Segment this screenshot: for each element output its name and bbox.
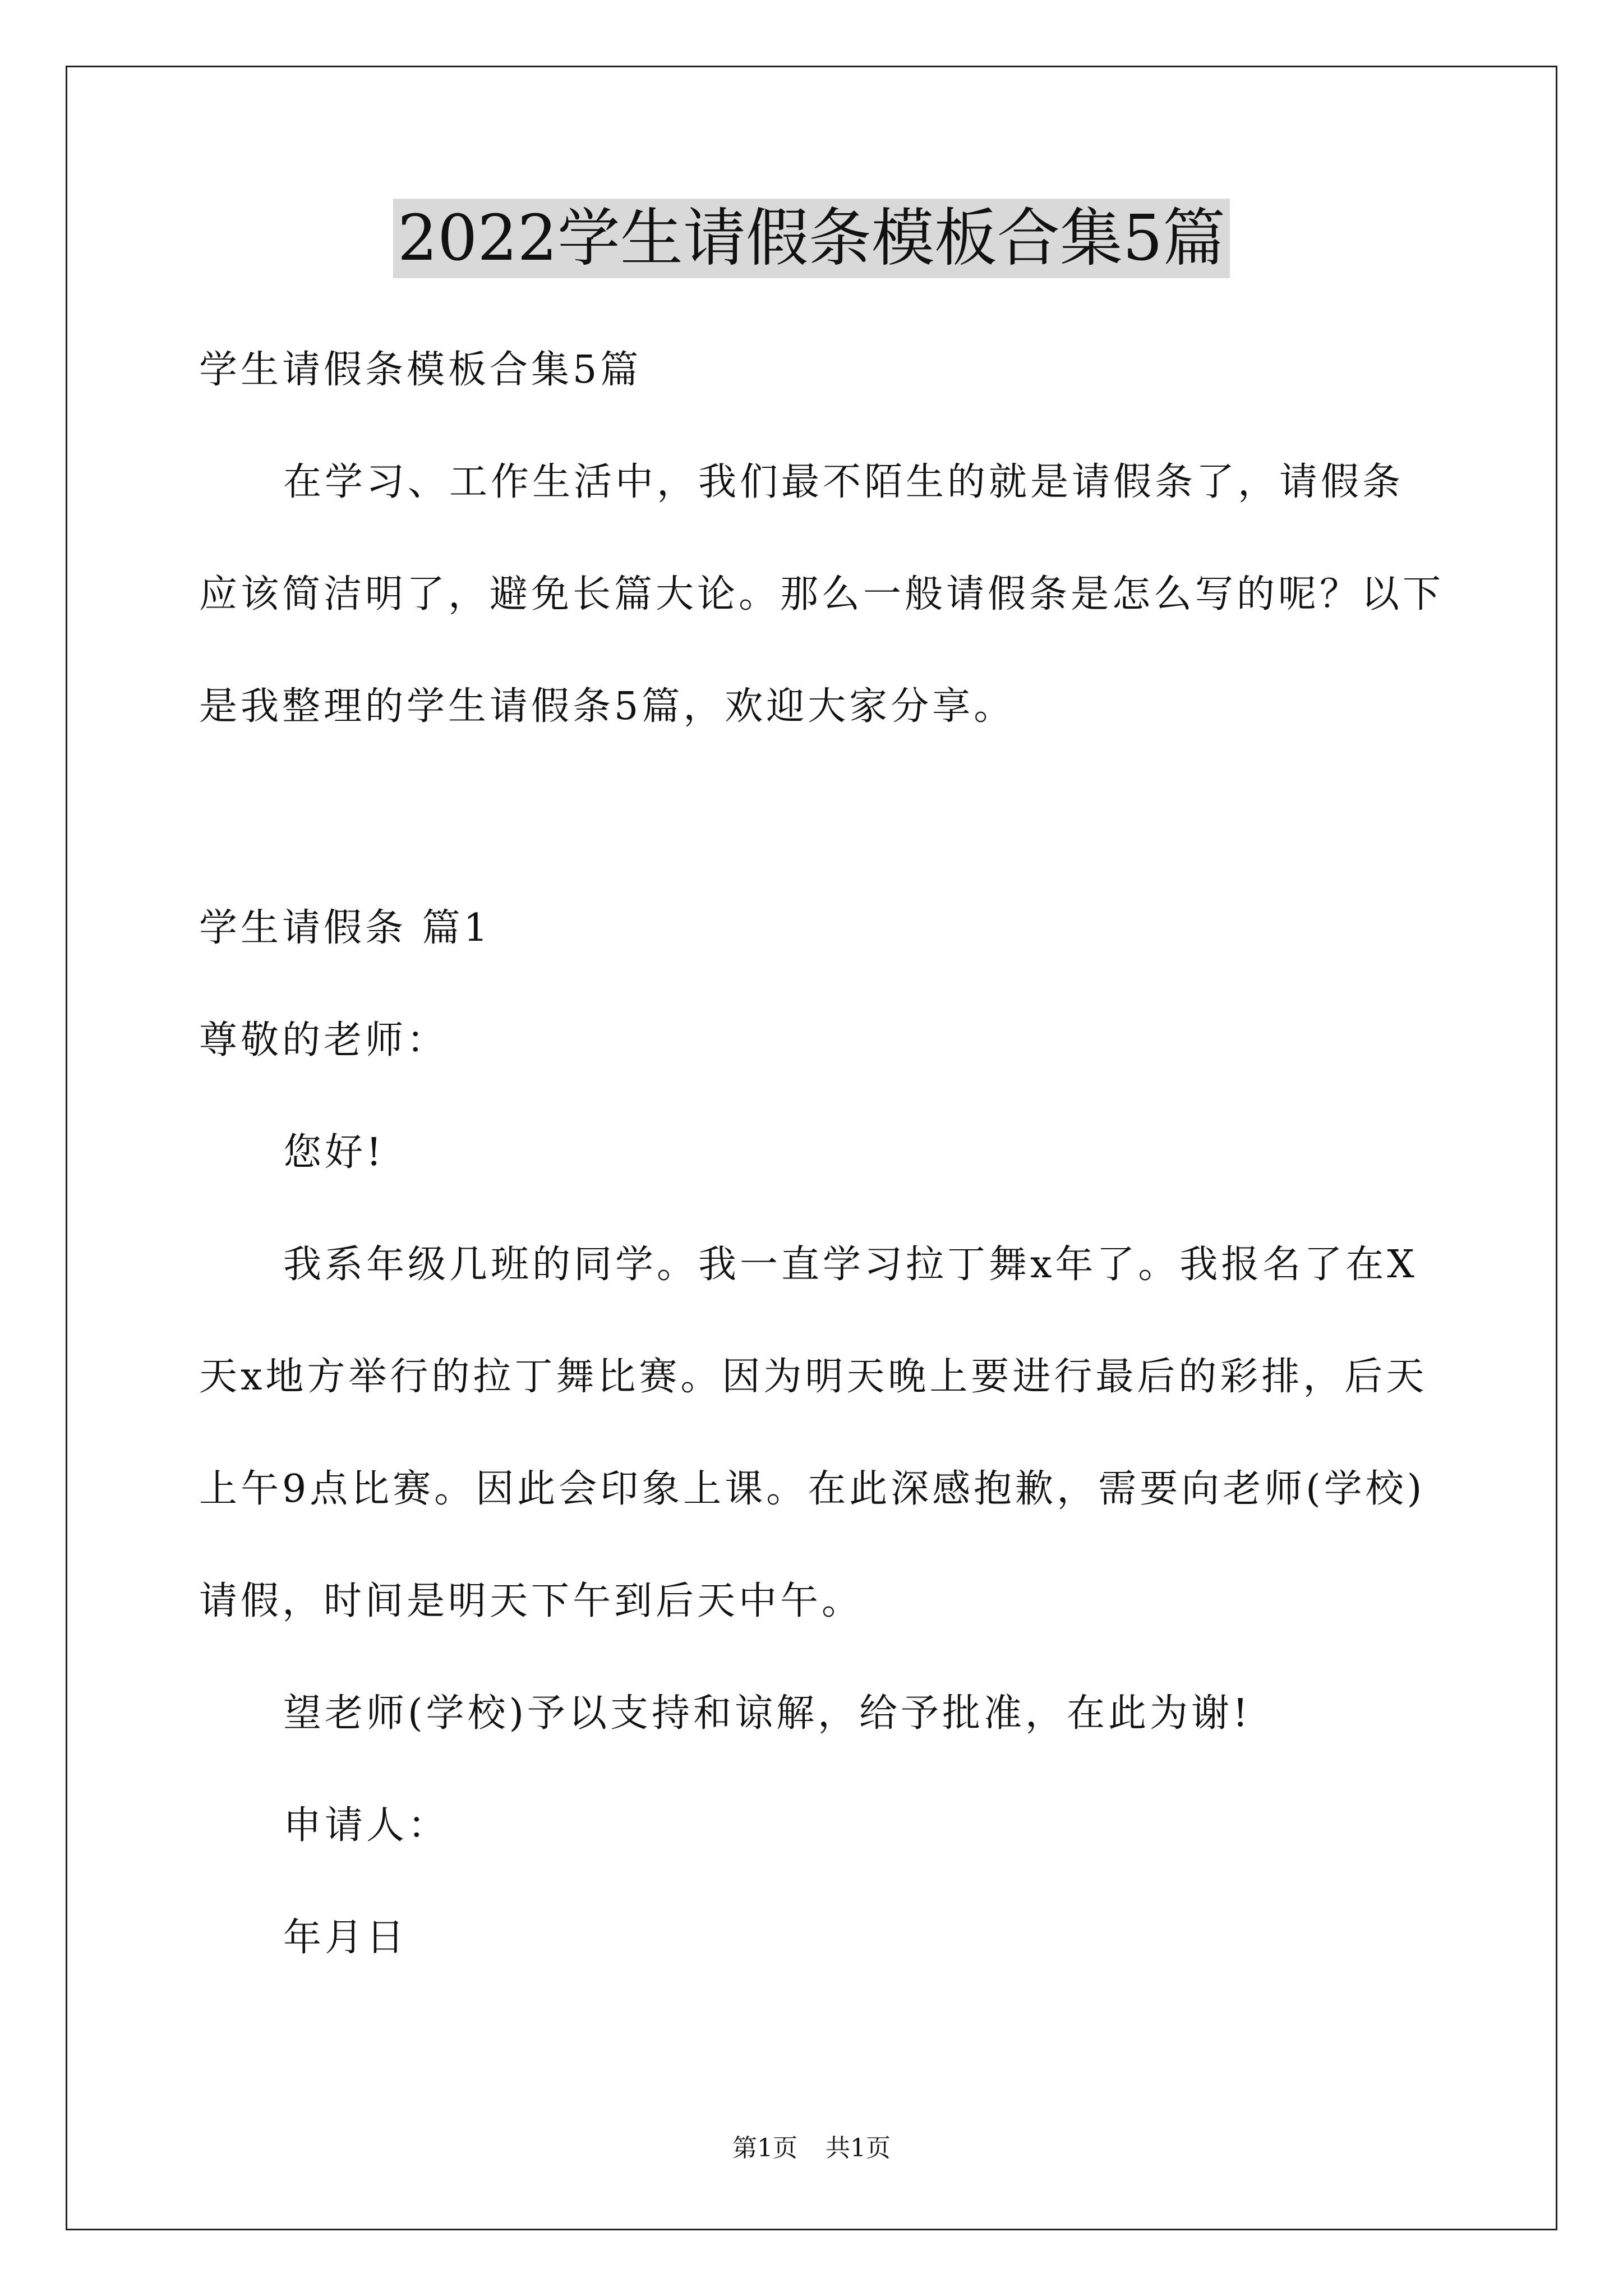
- applicant-line: 申请人：: [283, 1803, 450, 1848]
- intro-paragraph: 在学习、工作生活中，我们最不陌生的就是请假条了，请假条应该简洁明了，避免长篇大论。那么一般请假条是怎么写的呢？以下是我整理的学生请假条5篇，欢迎大家分享。: [199, 460, 1445, 729]
- section-heading: 学生请假条 篇1: [199, 906, 491, 950]
- greeting: 您好!: [283, 1130, 385, 1175]
- document-title: [0, 196, 1623, 280]
- document-subtitle: 学生请假条模板合集5篇: [199, 348, 642, 392]
- date-line: 年月日: [283, 1916, 408, 1960]
- request-paragraph: 望老师(学校)予以支持和谅解，给予批准，在此为谢!: [283, 1691, 1252, 1736]
- salutation: 尊敬的老师：: [199, 1018, 449, 1062]
- page-number-current: 第1页: [732, 2134, 797, 2162]
- document-title-text: 2022学生请假条模板合集5篇: [393, 199, 1230, 278]
- page-footer: [0, 2132, 1623, 2165]
- page-number-total: 共1页: [826, 2134, 891, 2162]
- body-paragraph: 我系年级几班的同学。我一直学习拉丁舞x年了。我报名了在X天x地方举行的拉丁舞比赛。因为明天晚上要进行最后的彩排，后天上午9点比赛。因此会印象上课。在此深感抱歉，需要向老师(学校)请假，时间是明天下午到后天中午。: [199, 1243, 1428, 1623]
